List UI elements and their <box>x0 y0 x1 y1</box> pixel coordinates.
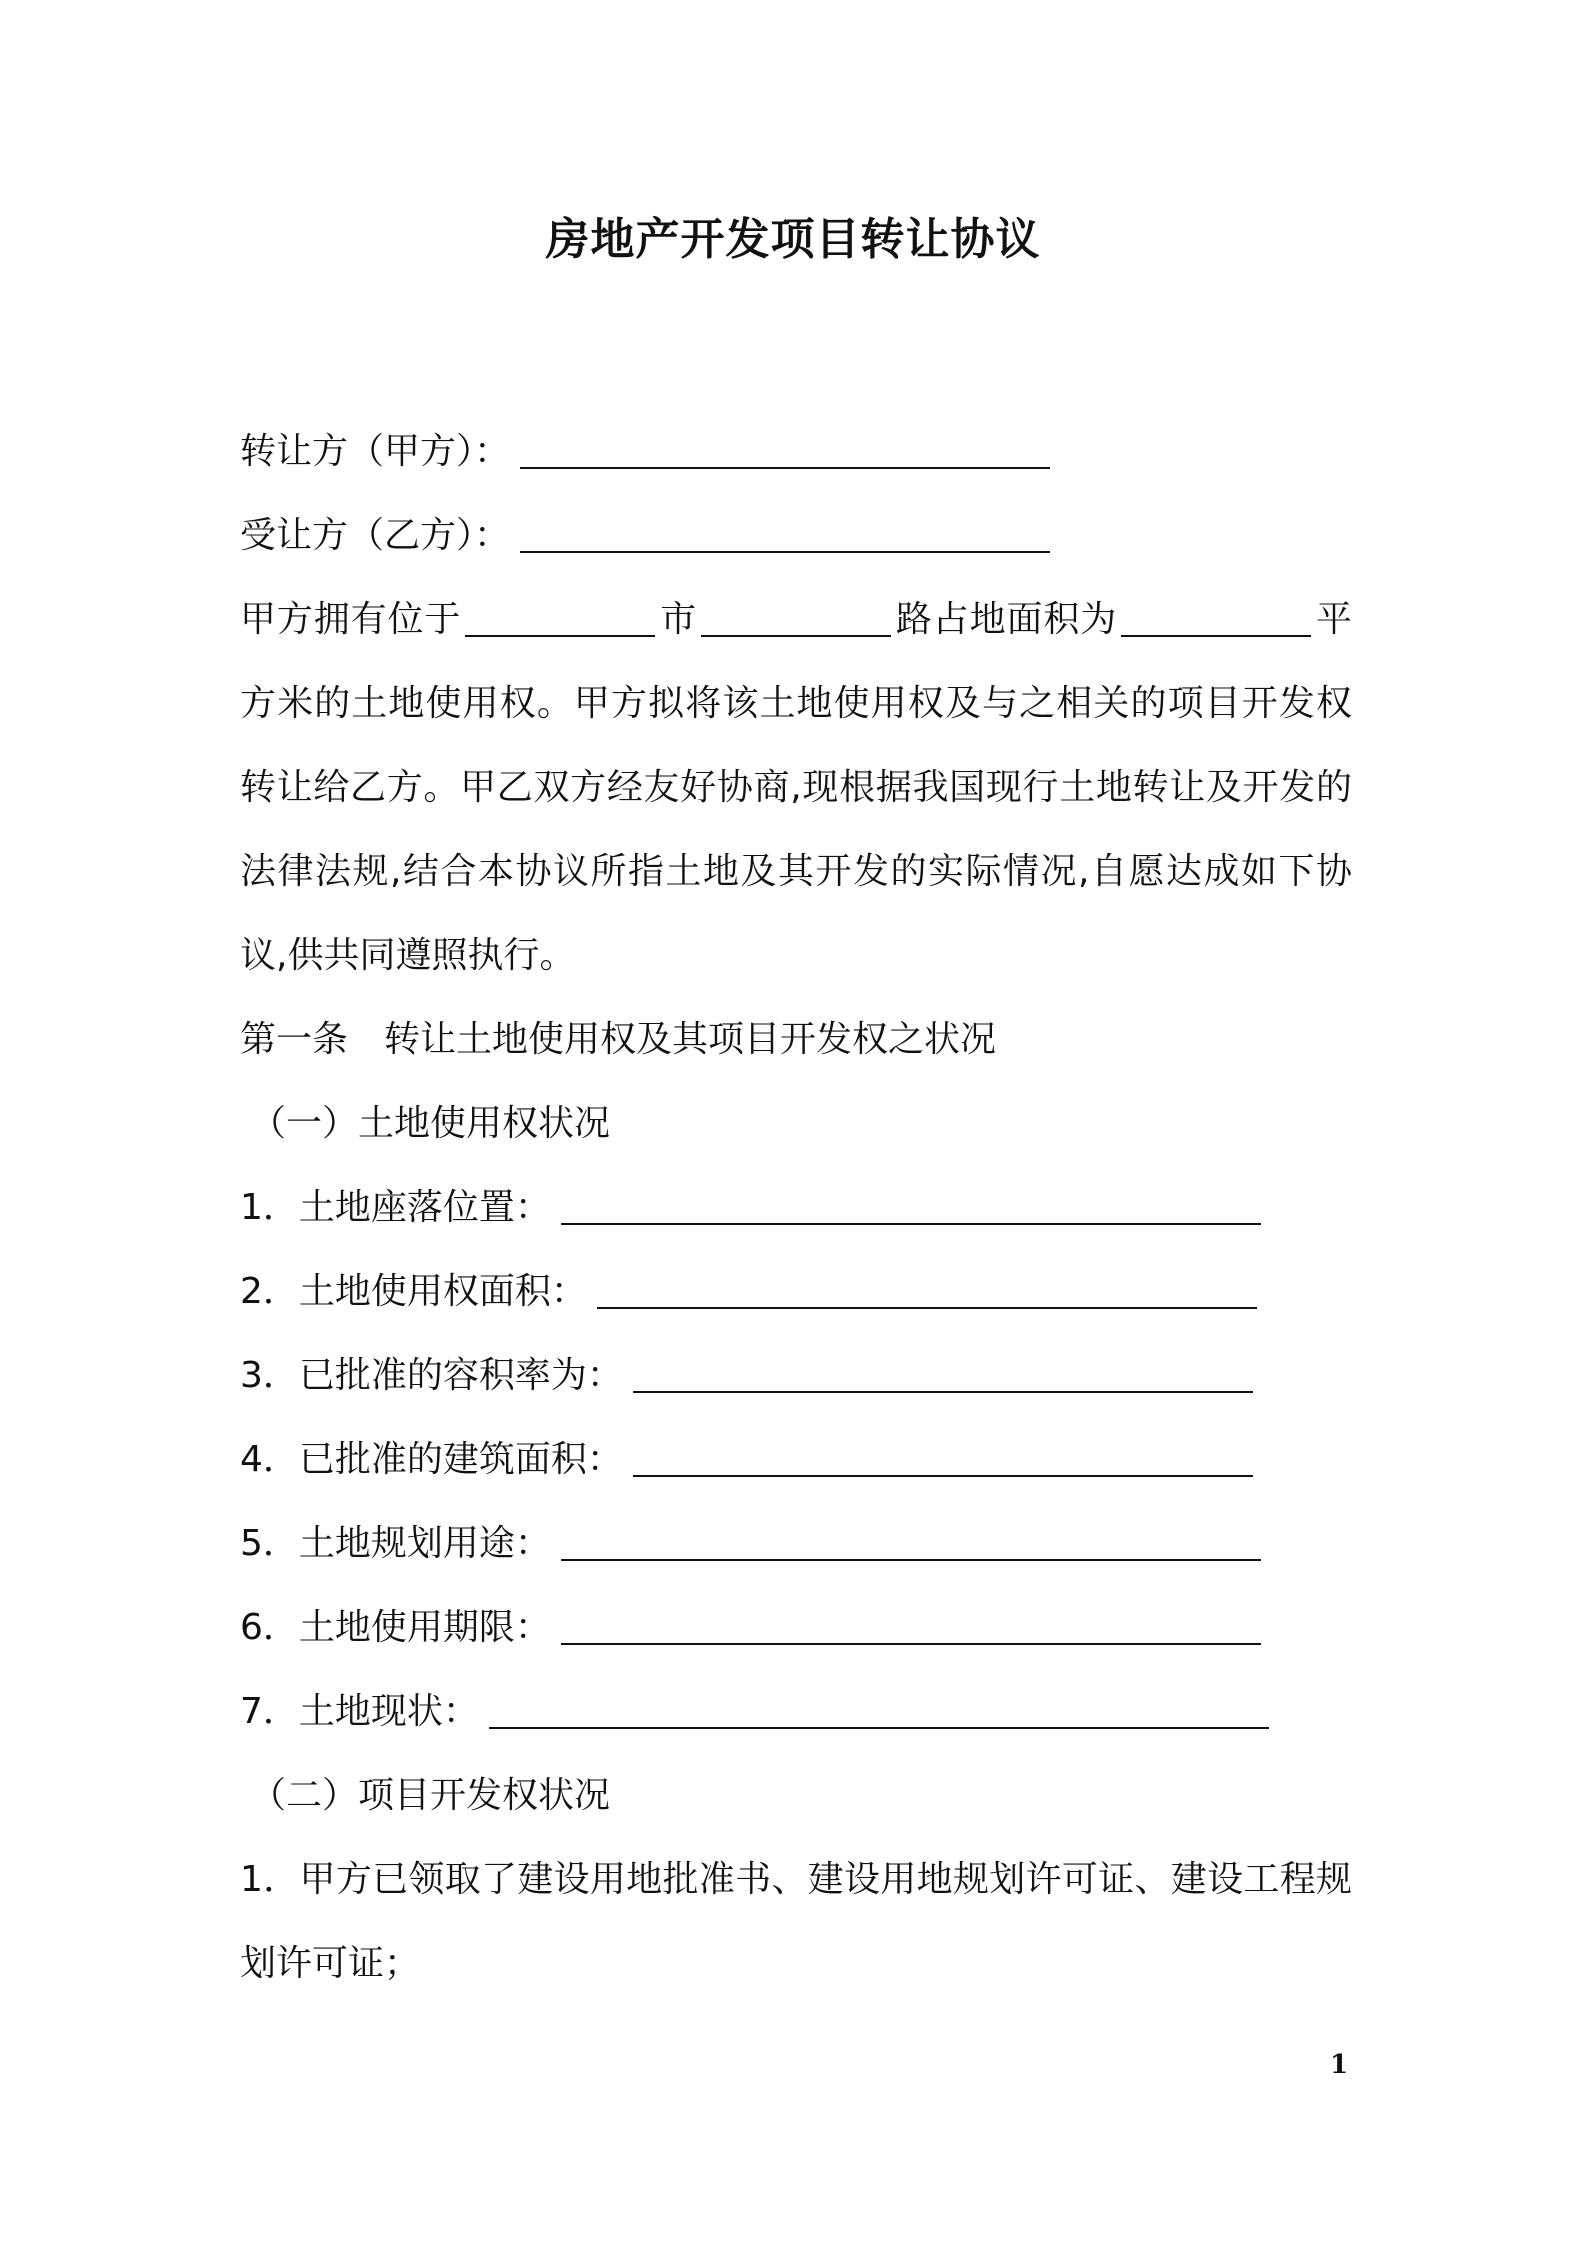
land-item-1 <box>240 1166 1352 1250</box>
land-item-label: 5．土地规划用途： <box>240 1523 551 1564</box>
land-item-3 <box>240 1334 1352 1418</box>
land-item-6 <box>240 1586 1352 1670</box>
page-number: 1 <box>1330 2050 1349 2080</box>
party-a-label: 转让方（甲方）： <box>240 431 511 472</box>
intro-text-4: 平方米的土地使用权。甲方拟将该土地使用权及与之相关的项目开发权转让给乙方。甲乙双方经友好协商,现根据我国现行土地转让及开发的法律法规,结合本协议所指土地及其开发的实际情况,自愿达成如下协议,供共同遵照执行。 <box>240 599 1352 976</box>
document-body <box>240 410 1352 2006</box>
party-b-label: 受让方（乙方）： <box>240 515 511 556</box>
document-title: 房地产开发项目转让协议 <box>545 214 1041 265</box>
land-item-label: 3．已批准的容积率为： <box>240 1355 623 1396</box>
land-item-label: 7．土地现状： <box>240 1691 479 1732</box>
party-b-line <box>240 494 1352 578</box>
party-b-blank[interactable] <box>520 511 1050 553</box>
road-blank[interactable] <box>701 595 891 637</box>
land-item-label: 6．土地使用期限： <box>240 1607 551 1648</box>
land-term-blank[interactable] <box>561 1603 1261 1645</box>
intro-text-2: 市 <box>659 599 697 640</box>
section-2-heading: （二）项目开发权状况 <box>250 1775 611 1816</box>
party-a-line <box>240 410 1352 494</box>
building-area-blank[interactable] <box>633 1435 1253 1477</box>
land-item-5 <box>240 1502 1352 1586</box>
land-item-label: 2．土地使用权面积： <box>240 1271 587 1312</box>
section-1-heading: （一）土地使用权状况 <box>250 1103 611 1144</box>
land-location-blank[interactable] <box>561 1183 1261 1225</box>
land-use-blank[interactable] <box>561 1519 1261 1561</box>
intro-text-3: 路占地面积为 <box>894 599 1118 640</box>
intro-paragraph <box>240 578 1352 998</box>
land-item-4 <box>240 1418 1352 1502</box>
area-blank[interactable] <box>1121 595 1311 637</box>
dev-item-1: 1．甲方已领取了建设用地批准书、建设用地规划许可证、建设工程规划许可证； <box>240 1859 1352 1984</box>
location-blank[interactable] <box>465 595 655 637</box>
plot-ratio-blank[interactable] <box>633 1351 1253 1393</box>
land-item-7 <box>240 1670 1352 1754</box>
intro-text-1: 甲方拥有位于 <box>240 599 462 640</box>
land-item-label: 4．已批准的建筑面积： <box>240 1439 623 1480</box>
land-item-label: 1．土地座落位置： <box>240 1187 551 1228</box>
land-item-2 <box>240 1250 1352 1334</box>
land-status-blank[interactable] <box>489 1687 1269 1729</box>
article-1-heading: 第一条 转让土地使用权及其项目开发权之状况 <box>240 1019 997 1060</box>
party-a-blank[interactable] <box>520 427 1050 469</box>
land-area-blank[interactable] <box>597 1267 1257 1309</box>
